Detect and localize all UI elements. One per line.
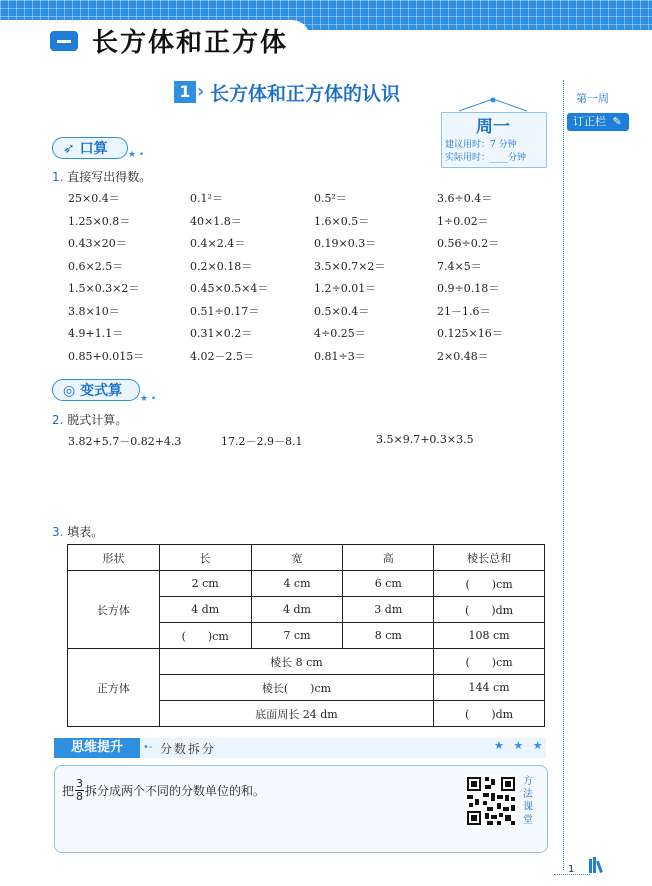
correction-label: 订正栏 xyxy=(573,115,606,128)
table-cell: 6 cm xyxy=(343,571,434,597)
table-cell: 4 dm xyxy=(159,597,251,623)
oral-calc-item: 0.6×2.5＝ xyxy=(68,259,124,273)
question-text: 直接写出得数。 xyxy=(67,170,152,184)
oral-calc-item: 4.02－2.5＝ xyxy=(190,349,254,363)
question-prefix: 把 xyxy=(62,784,75,798)
lesson-number: 1 xyxy=(174,81,196,103)
day-box-content xyxy=(441,112,545,163)
oral-calc-item: 1÷0.02＝ xyxy=(437,214,489,228)
answer-cell[interactable]: ( )dm xyxy=(434,701,545,727)
hanging-string-icon xyxy=(459,97,527,113)
oral-calc-item: 3.8×10＝ xyxy=(68,304,120,318)
fraction xyxy=(75,778,84,803)
oral-calc-item: 4÷0.25＝ xyxy=(314,327,366,340)
oral-calc-item: 0.43×20＝ xyxy=(68,237,127,250)
oral-calc-item: 0.81÷3＝ xyxy=(314,349,366,363)
oral-calc-item: 3.6÷0.4＝ xyxy=(437,192,493,205)
oral-calc-item: 3.5×0.7×2＝ xyxy=(314,259,386,273)
oral-calc-item: 0.31×0.2＝ xyxy=(190,327,253,340)
question-1 xyxy=(52,168,151,185)
chapter-title: 长方体和正方体 xyxy=(92,28,289,58)
thinking-tag: 思维提升 xyxy=(54,738,140,758)
oral-calc-item: 0.5²＝ xyxy=(314,192,347,205)
dart-icon: ➶ xyxy=(63,141,75,157)
table-cell: 144 cm xyxy=(434,675,545,701)
question-number: 3. xyxy=(52,525,64,539)
oral-calc-item: 25×0.4＝ xyxy=(68,192,120,205)
correction-tag xyxy=(567,113,629,131)
oral-calc-item: 40×1.8＝ xyxy=(190,214,242,228)
difficulty-stars: ★ ★ ★ xyxy=(494,739,546,752)
oral-calc-item: 21－1.6＝ xyxy=(437,304,491,318)
thinking-question xyxy=(62,778,265,803)
method-char: 法 xyxy=(523,789,533,800)
answer-cell[interactable]: ( )cm xyxy=(434,649,545,675)
bullet-icon: •- xyxy=(143,742,153,753)
section-pill-oral-label: 口算 xyxy=(79,141,108,157)
table-row xyxy=(68,649,545,675)
oral-calc-item: 0.85+0.015＝ xyxy=(68,349,145,363)
oral-calc-item: 0.56÷0.2＝ xyxy=(437,237,500,250)
oral-calc-item: 0.2×0.18＝ xyxy=(190,259,253,273)
table-cell: 底面周长 24 dm xyxy=(159,701,433,727)
suggested-time: 建议用时：7 分钟 xyxy=(445,140,517,150)
method-char: 堂 xyxy=(523,815,533,826)
table-row xyxy=(68,571,545,597)
table-cell: 4 dm xyxy=(251,597,343,623)
table-cell: 108 cm xyxy=(434,623,545,649)
table-cell: 7 cm xyxy=(251,623,343,649)
answer-cell[interactable]: ( )dm xyxy=(434,597,545,623)
fraction-numerator: 3 xyxy=(76,777,84,790)
question-text: 填表。 xyxy=(67,525,104,539)
actual-time: 实际用时：____分钟 xyxy=(445,153,527,163)
question-number: 2. xyxy=(52,413,64,427)
oral-calc-item: 2×0.48＝ xyxy=(437,349,489,363)
table-cell: 4 cm xyxy=(251,571,343,597)
method-char: 方 xyxy=(523,776,533,787)
week-label: 第一周 xyxy=(576,92,609,105)
answer-cell[interactable]: ( )cm xyxy=(159,623,251,649)
table-header: 棱长总和 xyxy=(434,545,545,571)
oral-calc-item: 7.4×5＝ xyxy=(437,259,482,273)
chapter-dash-icon xyxy=(50,31,78,51)
oral-calc-item: 0.125×16＝ xyxy=(437,327,503,340)
table-cell: 8 cm xyxy=(343,623,434,649)
method-class-label[interactable] xyxy=(521,775,535,827)
table-header: 宽 xyxy=(251,545,343,571)
day-label: 周一 xyxy=(476,117,510,137)
table-cell: 棱长 8 cm xyxy=(159,649,433,675)
method-char: 课 xyxy=(523,802,533,813)
expression-1: 3.82+5.7－0.82+4.3 xyxy=(68,435,182,448)
oral-calc-item: 1.25×0.8＝ xyxy=(68,214,131,228)
star-decoration-icon: ★ • xyxy=(140,394,157,404)
section-pill-oral xyxy=(52,137,128,159)
table-header-row xyxy=(68,545,545,571)
shape-label-cuboid: 长方体 xyxy=(68,571,160,649)
question-number: 1. xyxy=(52,170,64,184)
chevron-right-icon: › xyxy=(197,81,205,102)
qr-code-icon[interactable] xyxy=(465,775,517,827)
oral-calc-item: 0.1²＝ xyxy=(190,192,223,205)
question-2 xyxy=(52,411,127,428)
expression-2: 17.2－2.9－8.1 xyxy=(221,435,303,448)
question-suffix: 拆分成两个不同的分数单位的和。 xyxy=(85,784,266,798)
oral-calc-item: 4.9+1.1＝ xyxy=(68,327,124,340)
oral-calc-item: 0.45×0.5×4＝ xyxy=(190,282,269,295)
answer-cell[interactable]: 棱长( )cm xyxy=(159,675,433,701)
oral-calc-item: 0.5×0.4＝ xyxy=(314,304,370,318)
oral-calc-item: 1.5×0.3×2＝ xyxy=(68,282,140,295)
table-header: 形状 xyxy=(68,545,160,571)
target-icon: ◎ xyxy=(63,383,76,399)
thinking-subtitle: 分数拆分 xyxy=(160,742,217,756)
lesson-title: 长方体和正方体的认识 xyxy=(210,83,401,105)
question-3 xyxy=(52,523,103,540)
oral-calc-item: 0.51÷0.17＝ xyxy=(190,304,260,318)
shape-label-cube: 正方体 xyxy=(68,649,160,727)
oral-calc-item: 1.6×0.5＝ xyxy=(314,214,370,228)
pencil-icon: ✎ xyxy=(612,115,622,128)
oral-calc-item: 0.9÷0.18＝ xyxy=(437,282,500,295)
oral-calc-item: 0.19×0.3＝ xyxy=(314,237,377,250)
answer-cell[interactable]: ( )cm xyxy=(434,571,545,597)
table-header: 长 xyxy=(159,545,251,571)
table-cell: 3 dm xyxy=(343,597,434,623)
section-pill-variant-label: 变式算 xyxy=(80,383,123,399)
question-text: 脱式计算。 xyxy=(67,413,128,427)
fraction-denominator: 8 xyxy=(76,790,84,803)
star-decoration-icon: ★ • xyxy=(128,150,145,160)
oral-calc-item: 0.4×2.4＝ xyxy=(190,237,246,250)
page-number: 1 xyxy=(568,864,575,875)
sidebar-divider xyxy=(563,80,564,870)
table-header: 高 xyxy=(343,545,434,571)
section-pill-variant xyxy=(52,379,140,401)
footer-divider xyxy=(554,874,590,875)
fill-table xyxy=(67,544,545,727)
oral-calc-item: 1.2÷0.01＝ xyxy=(314,282,377,295)
books-icon xyxy=(588,857,608,873)
expression-3: 3.5×9.7+0.3×3.5 xyxy=(376,433,474,446)
table-cell: 2 cm xyxy=(159,571,251,597)
